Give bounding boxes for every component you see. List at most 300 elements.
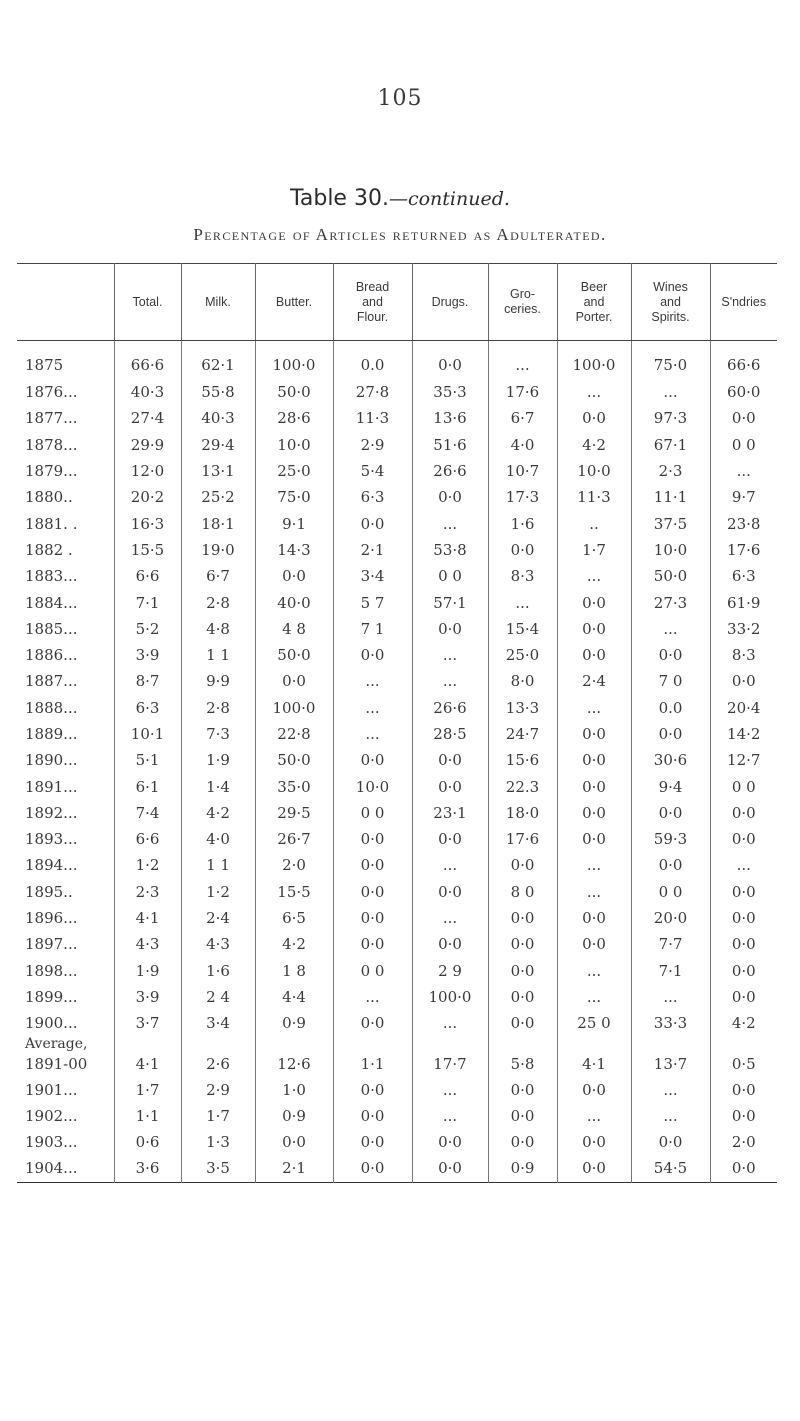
- year-cell: 1900...: [25, 1014, 78, 1033]
- value-cell: 25·0: [255, 458, 333, 484]
- value-cell: 1 1: [181, 852, 255, 878]
- value-cell: 28·6: [255, 405, 333, 431]
- value-cell: 1·2: [114, 852, 181, 878]
- value-cell: 0·0: [333, 1076, 412, 1102]
- value-cell: ...: [557, 695, 631, 721]
- value-cell: 0·0: [710, 984, 777, 1010]
- table-row: [17, 931, 777, 957]
- value-cell: 1·0: [255, 1076, 333, 1102]
- value-cell: 17·7: [412, 1052, 488, 1076]
- value-cell: 0·0: [412, 826, 488, 852]
- column-header-total: Total.: [114, 264, 181, 341]
- table-title: [0, 186, 800, 211]
- value-cell: 0·0: [333, 747, 412, 773]
- year-cell: 1879...: [25, 462, 78, 481]
- value-cell: 0.0: [333, 341, 412, 380]
- table-row: [17, 984, 777, 1010]
- value-cell: 8·7: [114, 668, 181, 694]
- value-cell: 0·0: [488, 1010, 557, 1036]
- year-cell: 1891-00: [25, 1055, 88, 1074]
- value-cell: 7·4: [114, 800, 181, 826]
- value-cell: ...: [412, 852, 488, 878]
- value-cell: 6·7: [181, 563, 255, 589]
- value-cell: 2·3: [631, 458, 710, 484]
- value-cell: 0·0: [333, 852, 412, 878]
- value-cell: 10·0: [333, 773, 412, 799]
- empty-cell: [333, 1036, 412, 1052]
- value-cell: 75·0: [631, 341, 710, 380]
- table-row: [17, 1010, 777, 1036]
- table-row: [17, 563, 777, 589]
- empty-cell: [181, 1036, 255, 1052]
- value-cell: 0·0: [631, 642, 710, 668]
- value-cell: 9·7: [710, 484, 777, 510]
- value-cell: 0·0: [488, 1076, 557, 1102]
- value-cell: 12·6: [255, 1052, 333, 1076]
- table-row: [17, 1103, 777, 1129]
- value-cell: 0·0: [255, 563, 333, 589]
- year-cell: 1888...: [25, 698, 78, 717]
- value-cell: 60·0: [710, 379, 777, 405]
- value-cell: 2·4: [557, 668, 631, 694]
- table-row: [17, 1076, 777, 1102]
- table-heading: Percentage of Articles returned as Adulterated.: [193, 225, 607, 244]
- value-cell: 9·9: [181, 668, 255, 694]
- value-cell: 0·0: [710, 668, 777, 694]
- value-cell: 14·2: [710, 721, 777, 747]
- value-cell: 0·0: [557, 905, 631, 931]
- value-cell: ...: [557, 379, 631, 405]
- year-cell: 1877...: [25, 409, 78, 428]
- value-cell: 50·0: [255, 642, 333, 668]
- value-cell: 8·3: [488, 563, 557, 589]
- value-cell: 2·1: [333, 537, 412, 563]
- header-row: [17, 264, 777, 341]
- year-cell: 1884...: [25, 593, 78, 612]
- value-cell: 57·1: [412, 589, 488, 615]
- value-cell: 100·0: [412, 984, 488, 1010]
- value-cell: 55·8: [181, 379, 255, 405]
- value-cell: 66·6: [114, 341, 181, 380]
- value-cell: 6·6: [114, 826, 181, 852]
- value-cell: 0·0: [631, 800, 710, 826]
- value-cell: 2 4: [181, 984, 255, 1010]
- year-cell: 1881. .: [25, 514, 78, 533]
- value-cell: 100·0: [255, 341, 333, 380]
- empty-cell: [488, 1036, 557, 1052]
- column-header-drugs: Drugs.: [412, 264, 488, 341]
- value-cell: 4·2: [181, 800, 255, 826]
- value-cell: ...: [710, 458, 777, 484]
- value-cell: 50·0: [255, 379, 333, 405]
- value-cell: 23·1: [412, 800, 488, 826]
- table-body: [17, 341, 777, 1183]
- table-row: [17, 1052, 777, 1076]
- value-cell: ...: [631, 1103, 710, 1129]
- value-cell: 2·9: [181, 1076, 255, 1102]
- value-cell: 17·6: [488, 379, 557, 405]
- value-cell: 100·0: [557, 341, 631, 380]
- value-cell: 0·0: [412, 773, 488, 799]
- value-cell: 0·0: [710, 405, 777, 431]
- value-cell: 0·0: [488, 537, 557, 563]
- value-cell: 27·8: [333, 379, 412, 405]
- value-cell: 0·0: [631, 721, 710, 747]
- column-header-groceries: Gro- ceries.: [488, 264, 557, 341]
- value-cell: 7·7: [631, 931, 710, 957]
- value-cell: 4·1: [557, 1052, 631, 1076]
- value-cell: 5·8: [488, 1052, 557, 1076]
- value-cell: 1·6: [181, 958, 255, 984]
- value-cell: ...: [412, 668, 488, 694]
- value-cell: 1 8: [255, 958, 333, 984]
- value-cell: 4·1: [114, 1052, 181, 1076]
- table-row: [17, 405, 777, 431]
- value-cell: 50·0: [631, 563, 710, 589]
- column-header-butter: Butter.: [255, 264, 333, 341]
- value-cell: 10·0: [255, 432, 333, 458]
- value-cell: 1 1: [181, 642, 255, 668]
- value-cell: 4·3: [181, 931, 255, 957]
- value-cell: 3·9: [114, 642, 181, 668]
- value-cell: 0·0: [412, 931, 488, 957]
- adulteration-table: [17, 263, 777, 1183]
- value-cell: 9·4: [631, 773, 710, 799]
- value-cell: 15·4: [488, 616, 557, 642]
- value-cell: ...: [488, 341, 557, 380]
- value-cell: 0·0: [333, 642, 412, 668]
- value-cell: 0·0: [412, 484, 488, 510]
- empty-cell: [557, 1036, 631, 1052]
- value-cell: 0·0: [557, 642, 631, 668]
- value-cell: 0·0: [333, 510, 412, 536]
- column-header-year: [17, 264, 114, 341]
- year-cell: 1882 .: [25, 540, 73, 559]
- value-cell: 0·0: [333, 879, 412, 905]
- value-cell: 6·3: [114, 695, 181, 721]
- table-row: [17, 432, 777, 458]
- value-cell: ...: [333, 721, 412, 747]
- table-row: [17, 879, 777, 905]
- year-cell: 1890...: [25, 751, 78, 770]
- value-cell: ...: [557, 984, 631, 1010]
- value-cell: 6·5: [255, 905, 333, 931]
- table-row: [17, 958, 777, 984]
- value-cell: 0·0: [710, 800, 777, 826]
- value-cell: 2·6: [181, 1052, 255, 1076]
- value-cell: 29·4: [181, 432, 255, 458]
- value-cell: 27·3: [631, 589, 710, 615]
- value-cell: 8 0: [488, 879, 557, 905]
- value-cell: 0 0: [333, 800, 412, 826]
- value-cell: 1·2: [181, 879, 255, 905]
- value-cell: ...: [557, 852, 631, 878]
- value-cell: ...: [557, 1103, 631, 1129]
- value-cell: ...: [412, 642, 488, 668]
- value-cell: 29·5: [255, 800, 333, 826]
- value-cell: 2·8: [181, 695, 255, 721]
- value-cell: 14·3: [255, 537, 333, 563]
- value-cell: 75·0: [255, 484, 333, 510]
- value-cell: 35·0: [255, 773, 333, 799]
- value-cell: 30·6: [631, 747, 710, 773]
- value-cell: 0·0: [557, 747, 631, 773]
- table-row: [17, 747, 777, 773]
- value-cell: 97·3: [631, 405, 710, 431]
- value-cell: 4 8: [255, 616, 333, 642]
- value-cell: 59·3: [631, 826, 710, 852]
- table-row: [17, 905, 777, 931]
- value-cell: 9·1: [255, 510, 333, 536]
- value-cell: 0·0: [710, 1103, 777, 1129]
- table-row: [17, 1155, 777, 1182]
- table-row: [17, 1129, 777, 1155]
- column-header-sundries: S'ndries: [710, 264, 777, 341]
- value-cell: 8·0: [488, 668, 557, 694]
- value-cell: 2·8: [181, 589, 255, 615]
- column-header-bread-flour: Bread and Flour.: [333, 264, 412, 341]
- value-cell: 0·0: [710, 1155, 777, 1182]
- value-cell: 0·0: [412, 341, 488, 380]
- value-cell: 0·0: [557, 616, 631, 642]
- value-cell: 7 0: [631, 668, 710, 694]
- value-cell: ...: [333, 695, 412, 721]
- value-cell: 23·8: [710, 510, 777, 536]
- value-cell: 27·4: [114, 405, 181, 431]
- value-cell: ...: [412, 1010, 488, 1036]
- value-cell: 4·0: [181, 826, 255, 852]
- value-cell: 1·7: [114, 1076, 181, 1102]
- table-row: [17, 668, 777, 694]
- value-cell: 0·0: [488, 1129, 557, 1155]
- value-cell: 0·0: [557, 800, 631, 826]
- value-cell: 0·0: [557, 721, 631, 747]
- table-title-label: Table 30.: [290, 186, 389, 211]
- value-cell: 7·1: [114, 589, 181, 615]
- value-cell: 37·5: [631, 510, 710, 536]
- table-row: [17, 537, 777, 563]
- value-cell: 0·0: [333, 905, 412, 931]
- value-cell: 0·0: [488, 905, 557, 931]
- value-cell: 2·9: [333, 432, 412, 458]
- column-header-beer-porter: Beer and Porter.: [557, 264, 631, 341]
- value-cell: ...: [631, 984, 710, 1010]
- value-cell: 0·0: [710, 905, 777, 931]
- value-cell: 0·0: [333, 931, 412, 957]
- value-cell: 19·0: [181, 537, 255, 563]
- table-row: [17, 458, 777, 484]
- value-cell: 1·1: [114, 1103, 181, 1129]
- table-row: [17, 826, 777, 852]
- empty-cell: [114, 1036, 181, 1052]
- average-label-row: [17, 1036, 777, 1052]
- value-cell: 0·0: [333, 1155, 412, 1182]
- value-cell: 28·5: [412, 721, 488, 747]
- year-cell: 1895..: [25, 882, 73, 901]
- value-cell: ...: [557, 958, 631, 984]
- value-cell: 26·6: [412, 458, 488, 484]
- value-cell: 17·3: [488, 484, 557, 510]
- value-cell: 0·0: [557, 1076, 631, 1102]
- table-row: [17, 773, 777, 799]
- value-cell: 1·1: [333, 1052, 412, 1076]
- value-cell: 0·0: [557, 589, 631, 615]
- value-cell: 4·0: [488, 432, 557, 458]
- value-cell: ...: [412, 510, 488, 536]
- value-cell: 0·0: [333, 826, 412, 852]
- year-cell: 1902...: [25, 1106, 78, 1125]
- year-cell: 1903...: [25, 1133, 78, 1152]
- value-cell: 12·0: [114, 458, 181, 484]
- value-cell: 5·4: [333, 458, 412, 484]
- value-cell: 6·6: [114, 563, 181, 589]
- value-cell: ...: [412, 1076, 488, 1102]
- table-row: [17, 695, 777, 721]
- value-cell: 0·0: [488, 958, 557, 984]
- value-cell: 2·4: [181, 905, 255, 931]
- value-cell: 3·4: [333, 563, 412, 589]
- value-cell: 6·3: [710, 563, 777, 589]
- value-cell: 4·1: [114, 905, 181, 931]
- value-cell: 22.3: [488, 773, 557, 799]
- value-cell: 3·9: [114, 984, 181, 1010]
- value-cell: 4·8: [181, 616, 255, 642]
- value-cell: 0·0: [710, 958, 777, 984]
- value-cell: 10·7: [488, 458, 557, 484]
- value-cell: 11·3: [557, 484, 631, 510]
- value-cell: 33·2: [710, 616, 777, 642]
- value-cell: 1·7: [557, 537, 631, 563]
- value-cell: 0·0: [412, 747, 488, 773]
- value-cell: 0·0: [557, 931, 631, 957]
- year-cell: 1896...: [25, 909, 78, 928]
- value-cell: 0·9: [255, 1103, 333, 1129]
- year-cell: 1898...: [25, 961, 78, 980]
- value-cell: 2·0: [255, 852, 333, 878]
- value-cell: 4·2: [255, 931, 333, 957]
- value-cell: ...: [488, 589, 557, 615]
- empty-cell: [255, 1036, 333, 1052]
- value-cell: 4·3: [114, 931, 181, 957]
- value-cell: 7·3: [181, 721, 255, 747]
- value-cell: 0·9: [488, 1155, 557, 1182]
- value-cell: 7 1: [333, 616, 412, 642]
- value-cell: 15·5: [114, 537, 181, 563]
- year-cell: 1875: [25, 356, 64, 374]
- year-cell: 1901...: [25, 1080, 78, 1099]
- value-cell: 26·7: [255, 826, 333, 852]
- value-cell: ...: [557, 879, 631, 905]
- value-cell: 3·7: [114, 1010, 181, 1036]
- value-cell: 17·6: [710, 537, 777, 563]
- value-cell: 1·9: [181, 747, 255, 773]
- value-cell: 0·0: [255, 668, 333, 694]
- year-cell: 1897...: [25, 935, 78, 954]
- value-cell: 3·6: [114, 1155, 181, 1182]
- value-cell: 20·0: [631, 905, 710, 931]
- value-cell: 50·0: [255, 747, 333, 773]
- value-cell: 13·7: [631, 1052, 710, 1076]
- value-cell: 18·0: [488, 800, 557, 826]
- value-cell: 33·3: [631, 1010, 710, 1036]
- value-cell: 0·0: [631, 1129, 710, 1155]
- value-cell: ...: [631, 379, 710, 405]
- value-cell: 0 0: [631, 879, 710, 905]
- value-cell: ...: [333, 984, 412, 1010]
- value-cell: 4·2: [557, 432, 631, 458]
- table-row: [17, 852, 777, 878]
- value-cell: 1·9: [114, 958, 181, 984]
- table-row: [17, 616, 777, 642]
- value-cell: 0·0: [488, 931, 557, 957]
- value-cell: 6·7: [488, 405, 557, 431]
- value-cell: 0·0: [412, 1155, 488, 1182]
- value-cell: 11·3: [333, 405, 412, 431]
- value-cell: ...: [333, 668, 412, 694]
- empty-cell: [631, 1036, 710, 1052]
- value-cell: 10·1: [114, 721, 181, 747]
- value-cell: 5·1: [114, 747, 181, 773]
- value-cell: 0·0: [557, 405, 631, 431]
- value-cell: 13·1: [181, 458, 255, 484]
- value-cell: 0·0: [333, 1103, 412, 1129]
- value-cell: 40·3: [114, 379, 181, 405]
- value-cell: 100·0: [255, 695, 333, 721]
- year-cell: 1899...: [25, 987, 78, 1006]
- table-row: [17, 379, 777, 405]
- value-cell: 2 9: [412, 958, 488, 984]
- value-cell: 7·1: [631, 958, 710, 984]
- value-cell: 2·3: [114, 879, 181, 905]
- value-cell: 20·2: [114, 484, 181, 510]
- year-cell: 1880..: [25, 488, 73, 507]
- value-cell: 0 0: [412, 563, 488, 589]
- value-cell: 51·6: [412, 432, 488, 458]
- value-cell: 26·6: [412, 695, 488, 721]
- value-cell: 10·0: [557, 458, 631, 484]
- value-cell: ...: [412, 905, 488, 931]
- value-cell: 0·0: [488, 1103, 557, 1129]
- value-cell: 1·6: [488, 510, 557, 536]
- value-cell: 40·3: [181, 405, 255, 431]
- page-number: 105: [377, 86, 423, 111]
- value-cell: 66·6: [710, 341, 777, 380]
- value-cell: 12·7: [710, 747, 777, 773]
- value-cell: ...: [557, 563, 631, 589]
- value-cell: 62·1: [181, 341, 255, 380]
- value-cell: 0·0: [557, 826, 631, 852]
- value-cell: 2·1: [255, 1155, 333, 1182]
- value-cell: 0·0: [255, 1129, 333, 1155]
- year-cell: 1885...: [25, 619, 78, 638]
- value-cell: 0·0: [631, 852, 710, 878]
- table-row: [17, 341, 777, 380]
- value-cell: 15·6: [488, 747, 557, 773]
- year-cell: 1889...: [25, 725, 78, 743]
- value-cell: 0·0: [557, 1155, 631, 1182]
- value-cell: 0 0: [710, 432, 777, 458]
- value-cell: 13·3: [488, 695, 557, 721]
- value-cell: 3·5: [181, 1155, 255, 1182]
- value-cell: 67·1: [631, 432, 710, 458]
- value-cell: 0·0: [488, 984, 557, 1010]
- table-row: [17, 721, 777, 747]
- value-cell: ...: [710, 852, 777, 878]
- value-cell: 18·1: [181, 510, 255, 536]
- value-cell: 1·7: [181, 1103, 255, 1129]
- empty-cell: [412, 1036, 488, 1052]
- year-cell: 1887...: [25, 672, 78, 691]
